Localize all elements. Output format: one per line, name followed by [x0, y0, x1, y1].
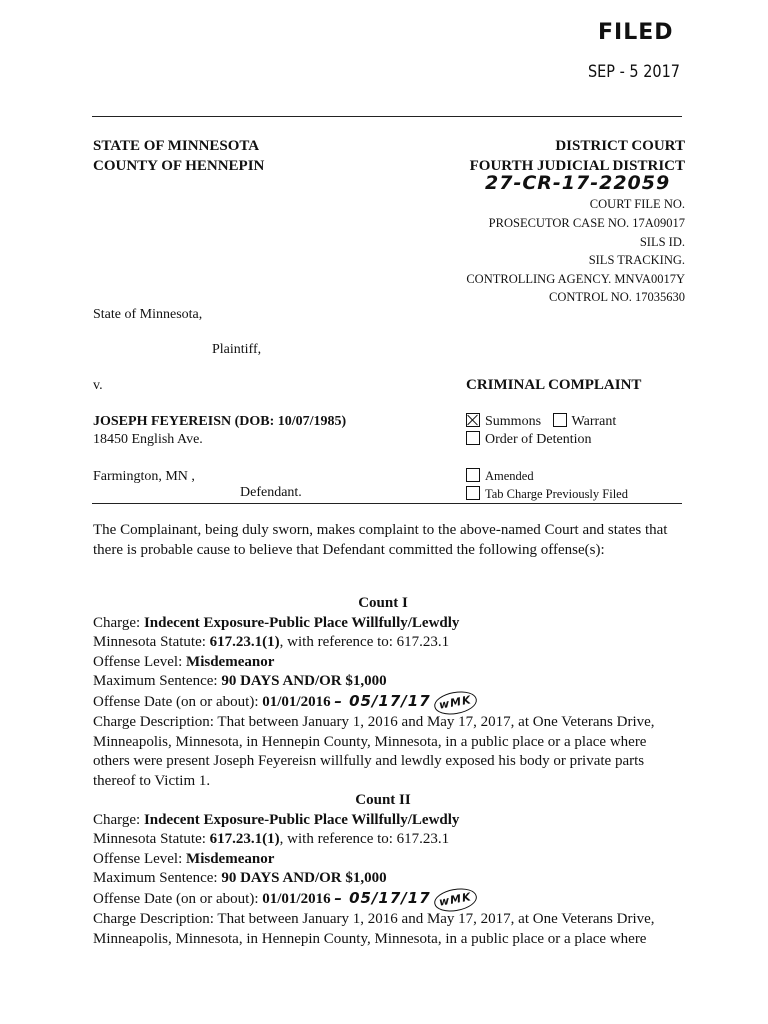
- complaint-title: CRIMINAL COMPLAINT: [466, 377, 642, 393]
- prosecutor-case-no: PROSECUTOR CASE NO. 17A09017: [488, 216, 685, 230]
- tab-charge-checkbox: [466, 486, 480, 500]
- count-2: [93, 791, 693, 949]
- count-sentence: Maximum Sentence: 90 DAYS AND/OR $1,000: [93, 870, 387, 886]
- detention-label: Order of Detention: [485, 432, 592, 447]
- handwritten-case-number: 27-CR-17-22059: [485, 172, 671, 194]
- count-level: Offense Level: Misdemeanor: [93, 850, 275, 867]
- court-heading: DISTRICT COURT: [555, 138, 685, 154]
- warrant-checkbox: [553, 413, 567, 427]
- initials-mark: wMK: [433, 688, 479, 717]
- count-1: [93, 594, 693, 791]
- count-sentence: Maximum Sentence: 90 DAYS AND/OR $1,000: [93, 673, 387, 689]
- county-heading: COUNTY OF HENNEPIN: [93, 158, 265, 174]
- amended-label: Amended: [485, 469, 534, 483]
- count-description: Charge Description: That between January 1, 2016 and May 17, 2017, at One Veterans Drive, Minneapolis, Minnesota, in Hennepin County, Minnesota, in a public place or a place where others were present Joseph Feyereisn willfully and lewdly exposed his body or private parts thereof to Victim 1.: [93, 714, 655, 789]
- top-rule: [92, 116, 682, 117]
- sils-tracking: SILS TRACKING.: [588, 253, 685, 267]
- court-file-no: COURT FILE NO.: [589, 197, 685, 211]
- control-no: CONTROL NO. 17035630: [549, 290, 685, 304]
- caption-bottom-rule: [92, 503, 682, 504]
- sils-id: SILS ID.: [639, 235, 685, 249]
- versus: v.: [93, 378, 103, 393]
- amended-option: [466, 468, 534, 484]
- count-title: Count I: [358, 595, 408, 611]
- tab-charge-label: Tab Charge Previously Filed: [485, 487, 628, 501]
- plaintiff-name: State of Minnesota,: [93, 307, 203, 322]
- count-statute: Minnesota Statute: 617.23.1(1), with reference to: 617.23.1: [93, 634, 450, 650]
- plaintiff-label: Plaintiff,: [212, 342, 262, 357]
- filed-date: SEP - 5 2017: [588, 62, 680, 82]
- summons-checkbox: [466, 413, 480, 427]
- tab-charge-option: [466, 486, 628, 502]
- count-charge: Charge: Indecent Exposure-Public Place Willfully/Lewdly: [93, 811, 460, 828]
- detention-checkbox: [466, 431, 480, 445]
- summons-option: [466, 413, 616, 430]
- summons-label: Summons: [485, 414, 542, 429]
- handwritten-date: – 05/17/17: [334, 888, 431, 907]
- controlling-agency: CONTROLLING AGENCY. MNVA0017Y: [466, 272, 685, 286]
- count-description: Charge Description: That between January 1, 2016 and May 17, 2017, at One Veterans Drive, Minneapolis, Minnesota, in Hennepin County, Minnesota, in a public place or a place where: [93, 911, 655, 947]
- handwritten-date: – 05/17/17: [334, 691, 431, 710]
- defendant-address-line2: Farmington, MN ,: [93, 469, 195, 484]
- count-charge: Charge: Indecent Exposure-Public Place Willfully/Lewdly: [93, 614, 460, 631]
- district-heading: FOURTH JUDICIAL DISTRICT: [469, 158, 685, 174]
- filed-stamp: FILED: [598, 20, 674, 45]
- defendant-label: Defendant.: [240, 485, 302, 500]
- defendant-address-line1: 18450 English Ave.: [93, 432, 203, 447]
- count-level: Offense Level: Misdemeanor: [93, 653, 275, 670]
- count-date: Offense Date (on or about): 01/01/2016 – 05/17/17 wMK: [93, 692, 693, 714]
- warrant-label: Warrant: [571, 414, 617, 429]
- state-heading: STATE OF MINNESOTA: [93, 138, 260, 154]
- detention-option: [466, 431, 592, 448]
- intro-paragraph: The Complainant, being duly sworn, makes complaint to the above-named Court and states that there is probable cause to believe that Defendant committed the following offense(s):: [93, 522, 668, 558]
- amended-checkbox: [466, 468, 480, 482]
- defendant-name: JOSEPH FEYEREISN (DOB: 10/07/1985): [93, 414, 347, 429]
- initials-mark: wMK: [433, 885, 479, 914]
- count-statute: Minnesota Statute: 617.23.1(1), with reference to: 617.23.1: [93, 831, 450, 847]
- count-title: Count II: [355, 792, 411, 808]
- count-date: Offense Date (on or about): 01/01/2016 – 05/17/17 wMK: [93, 889, 693, 911]
